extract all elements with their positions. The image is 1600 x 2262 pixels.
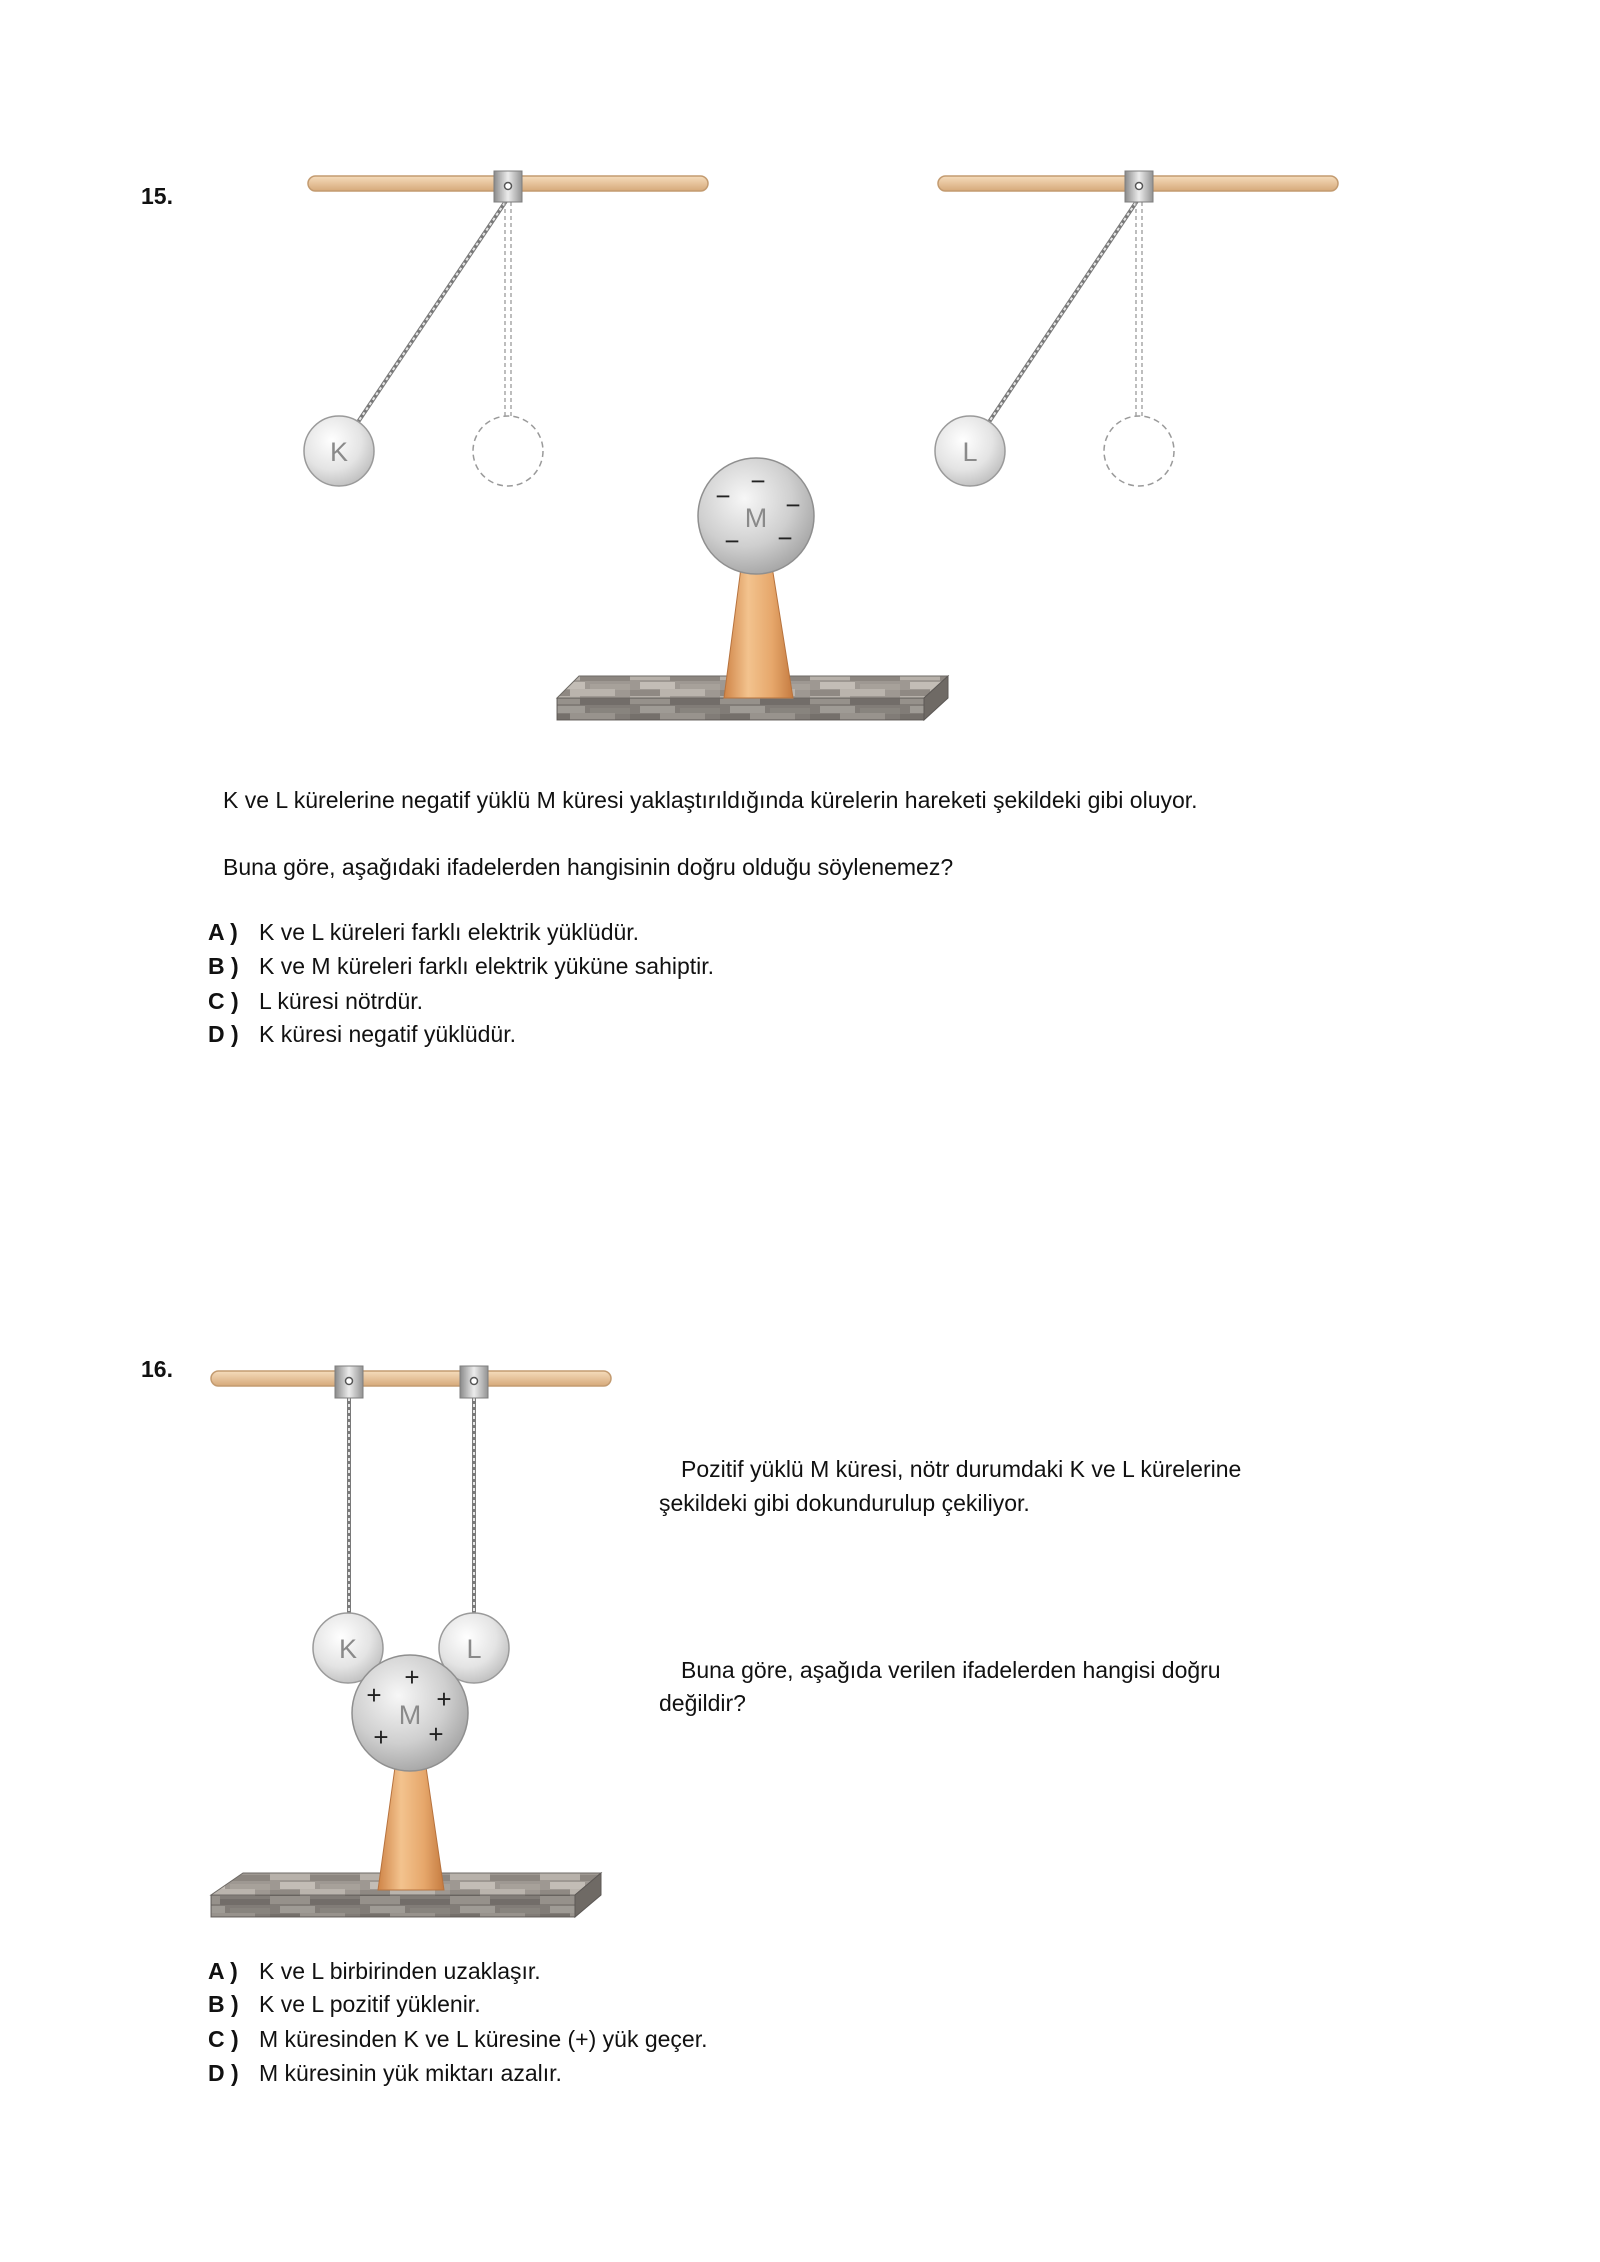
option-label: B ) [208,1991,239,2017]
charge-sign: + [428,1719,444,1749]
answer-option-a [208,919,639,945]
wooden-stand [378,1760,444,1890]
answer-option-c [208,2026,708,2052]
question-number: 16. [141,1356,173,1382]
option-text: K ve M küreleri farklı elektrik yüküne sahiptir. [259,953,715,979]
clamp-l [460,1366,488,1398]
clamp-k [335,1366,363,1398]
sphere-k [304,416,374,486]
option-text: K ve L pozitif yüklenir. [259,1991,481,2017]
string-k [358,198,508,422]
question-statement: K ve L kürelerine negatif yüklü M küresi yaklaştırıldığında kürelerin hareketi şekildeki gibi oluyor. [223,787,1198,813]
dashed-rest-sphere-left [473,416,543,486]
option-label: A ) [208,919,238,945]
option-label: C ) [208,988,239,1014]
option-label: B ) [208,953,239,979]
question-statement-line: şekildeki gibi dokundurulup çekiliyor. [659,1490,1030,1516]
option-text: M küresinden K ve L küresine (+) yük geçer. [259,2026,708,2052]
dashed-rest-sphere-right [1104,416,1174,486]
charge-sign: + [366,1680,382,1710]
charge-sign: + [373,1722,389,1752]
charge-sign: − [777,523,793,553]
wooden-stand [724,560,793,698]
option-text: K ve L küreleri farklı elektrik yüklüdür. [259,919,640,945]
sphere-l [935,416,1005,486]
charge-sign: + [404,1662,420,1692]
option-text: K ve L birbirinden uzaklaşır. [259,1958,541,1984]
option-text: K küresi negatif yüklüdür. [259,1021,516,1047]
sphere-m-label: M [744,503,768,533]
answer-option-d [208,1021,516,1047]
answer-option-a [208,1958,541,1984]
sphere-l-label: L [962,437,978,467]
charge-sign: − [785,490,801,520]
answer-option-d [208,2060,562,2086]
question-prompt: Buna göre, aşağıdaki ifadelerden hangisinin doğru olduğu söylenemez? [223,854,954,880]
answer-option-b [208,953,714,979]
dashed-rest-string-right [1136,202,1142,416]
sphere-m-label: M [398,1700,422,1730]
option-label: D ) [208,1021,239,1047]
clamp-left [494,171,522,202]
answer-option-b [208,1991,481,2017]
dashed-rest-string-left [505,202,511,416]
question-prompt-line: Buna göre, aşağıda verilen ifadelerden hangisi doğru [681,1657,1221,1683]
clamp-right [1125,171,1153,202]
sphere-k-label: K [338,1634,358,1664]
figure-15 [304,171,1338,720]
option-text: M küresinin yük miktarı azalır. [259,2060,562,2086]
sphere-m [698,458,814,574]
answer-option-c [208,988,423,1014]
question-prompt-line: değildir? [659,1690,746,1716]
question-statement-line: Pozitif yüklü M küresi, nötr durumdaki K ve L kürelerine [681,1456,1242,1482]
option-label: D ) [208,2060,239,2086]
sphere-k-label: K [329,437,349,467]
string-l [989,198,1139,422]
question-number: 15. [141,183,173,209]
charge-sign: + [436,1684,452,1714]
charge-sign: − [750,466,766,496]
sphere-m [352,1655,468,1771]
charge-sign: − [715,481,731,511]
sphere-l-label: L [466,1634,482,1664]
support-rod [211,1371,611,1386]
figure-16 [211,1366,611,1917]
option-label: C ) [208,2026,239,2052]
charge-sign: − [724,526,740,556]
option-text: L küresi nötrdür. [259,988,424,1014]
option-label: A ) [208,1958,238,1984]
